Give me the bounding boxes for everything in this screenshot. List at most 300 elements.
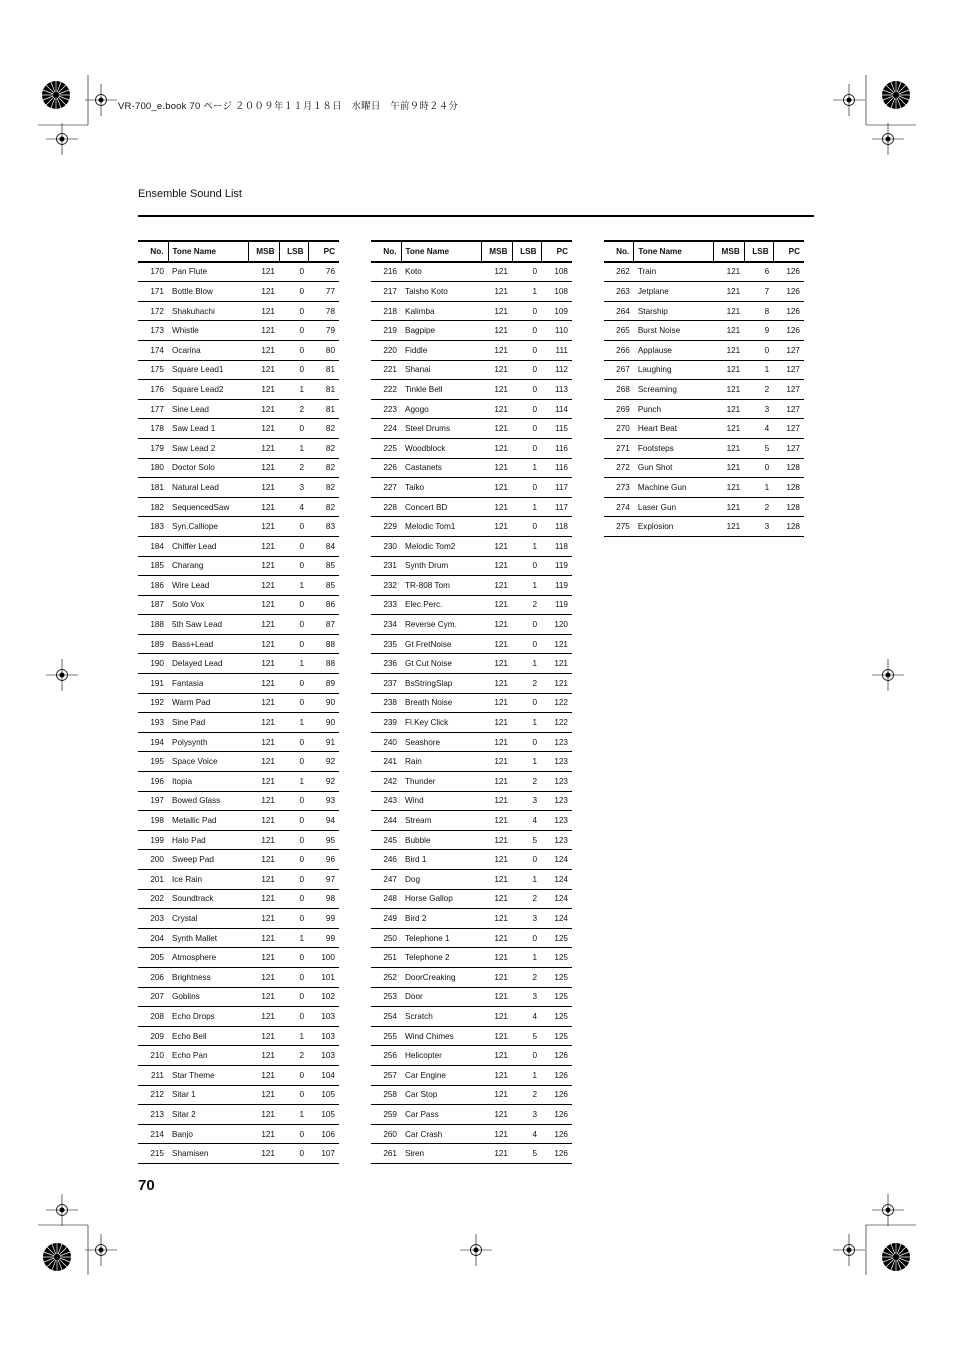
- cell-name: Brightness: [168, 967, 248, 987]
- cell-lsb: 4: [512, 811, 541, 831]
- cell-name: Scratch: [401, 1007, 481, 1027]
- cell-lsb: 2: [512, 1085, 541, 1105]
- table-row: [371, 850, 572, 870]
- cell-pc: 90: [308, 713, 339, 733]
- cell-lsb: 0: [279, 595, 308, 615]
- cell-msb: 121: [481, 693, 512, 713]
- cell-msb: 121: [248, 811, 279, 831]
- cell-msb: 121: [248, 674, 279, 694]
- cell-msb: 121: [713, 438, 744, 458]
- cell-pc: 125: [541, 928, 572, 948]
- cell-pc: 103: [308, 1026, 339, 1046]
- cell-msb: 121: [481, 909, 512, 929]
- cell-lsb: 1: [512, 576, 541, 596]
- cell-no: 208: [138, 1007, 168, 1027]
- table-row: [138, 595, 339, 615]
- cell-no: 204: [138, 928, 168, 948]
- cell-msb: 121: [713, 419, 744, 439]
- cell-msb: 121: [481, 576, 512, 596]
- cell-msb: 121: [481, 399, 512, 419]
- cell-msb: 121: [248, 772, 279, 792]
- table-row: [371, 1026, 572, 1046]
- cell-no: 255: [371, 1026, 401, 1046]
- cell-lsb: 4: [512, 1124, 541, 1144]
- cell-pc: 102: [308, 987, 339, 1007]
- table-row: [371, 1124, 572, 1144]
- cell-lsb: 0: [512, 478, 541, 498]
- tone-table-1: [138, 240, 339, 1164]
- table-row: [138, 987, 339, 1007]
- cell-name: Dog: [401, 870, 481, 890]
- cell-lsb: 9: [744, 321, 773, 341]
- cell-msb: 121: [248, 889, 279, 909]
- cell-name: Wire Lead: [168, 576, 248, 596]
- cell-name: SequencedSaw: [168, 497, 248, 517]
- cell-msb: 121: [481, 301, 512, 321]
- cell-name: Door: [401, 987, 481, 1007]
- cell-msb: 121: [713, 458, 744, 478]
- cell-msb: 121: [481, 870, 512, 890]
- cell-pc: 119: [541, 595, 572, 615]
- cell-lsb: 0: [279, 340, 308, 360]
- cell-no: 193: [138, 713, 168, 733]
- cell-msb: 121: [248, 321, 279, 341]
- table-row: [371, 674, 572, 694]
- cell-lsb: 2: [512, 772, 541, 792]
- cell-no: 272: [604, 458, 634, 478]
- cell-name: Space Voice: [168, 752, 248, 772]
- cell-lsb: 1: [512, 1065, 541, 1085]
- cell-msb: 121: [713, 399, 744, 419]
- table-row: [371, 928, 572, 948]
- cell-no: 198: [138, 811, 168, 831]
- cell-no: 176: [138, 380, 168, 400]
- cell-pc: 81: [308, 380, 339, 400]
- cell-name: Breath Noise: [401, 693, 481, 713]
- cell-pc: 119: [541, 556, 572, 576]
- cell-name: Echo Drops: [168, 1007, 248, 1027]
- cell-msb: 121: [481, 380, 512, 400]
- cell-name: Fl.Key Click: [401, 713, 481, 733]
- table-row: [138, 1085, 339, 1105]
- cell-msb: 121: [248, 1026, 279, 1046]
- cell-msb: 121: [248, 1124, 279, 1144]
- cell-name: Ice Rain: [168, 870, 248, 890]
- cell-no: 199: [138, 830, 168, 850]
- table-row: [371, 634, 572, 654]
- cell-msb: 121: [481, 772, 512, 792]
- cell-msb: 121: [481, 1124, 512, 1144]
- cell-lsb: 0: [512, 1046, 541, 1066]
- cell-no: 246: [371, 850, 401, 870]
- cell-no: 206: [138, 967, 168, 987]
- cell-msb: 121: [481, 458, 512, 478]
- cell-pc: 86: [308, 595, 339, 615]
- cell-no: 262: [604, 262, 634, 282]
- cell-pc: 100: [308, 948, 339, 968]
- cell-pc: 116: [541, 458, 572, 478]
- cell-no: 196: [138, 772, 168, 792]
- cell-name: Banjo: [168, 1124, 248, 1144]
- cell-msb: 121: [481, 713, 512, 733]
- cell-pc: 122: [541, 693, 572, 713]
- cell-name: Sine Pad: [168, 713, 248, 733]
- cell-pc: 98: [308, 889, 339, 909]
- cell-no: 184: [138, 536, 168, 556]
- cell-no: 231: [371, 556, 401, 576]
- cell-msb: 121: [248, 948, 279, 968]
- table-row: [604, 517, 804, 537]
- column-header-pc: PC: [773, 241, 804, 262]
- cell-no: 225: [371, 438, 401, 458]
- cell-name: Kalimba: [401, 301, 481, 321]
- tone-table-3: [604, 240, 804, 537]
- cell-msb: 121: [248, 909, 279, 929]
- table-row: [138, 967, 339, 987]
- cell-no: 221: [371, 360, 401, 380]
- cell-no: 215: [138, 1144, 168, 1164]
- cell-msb: 121: [481, 1065, 512, 1085]
- table-row: [138, 399, 339, 419]
- cell-name: Steel Drums: [401, 419, 481, 439]
- cell-lsb: 0: [512, 262, 541, 282]
- cell-name: Square Lead2: [168, 380, 248, 400]
- table-row: [371, 791, 572, 811]
- cell-name: Telephone 2: [401, 948, 481, 968]
- table-row: [138, 811, 339, 831]
- cell-pc: 85: [308, 576, 339, 596]
- cell-lsb: 0: [279, 1065, 308, 1085]
- column-header-msb: MSB: [248, 241, 279, 262]
- cell-no: 239: [371, 713, 401, 733]
- cell-name: Agogo: [401, 399, 481, 419]
- table-row: [138, 1124, 339, 1144]
- cell-msb: 121: [248, 615, 279, 635]
- page-number: 70: [138, 1177, 155, 1194]
- cell-pc: 123: [541, 732, 572, 752]
- cell-pc: 127: [773, 340, 804, 360]
- registration-target-icon: [85, 84, 117, 116]
- cell-no: 219: [371, 321, 401, 341]
- cell-no: 183: [138, 517, 168, 537]
- cell-name: Taisho Koto: [401, 282, 481, 302]
- cell-name: Burst Noise: [634, 321, 714, 341]
- cell-lsb: 0: [279, 634, 308, 654]
- cell-no: 207: [138, 987, 168, 1007]
- cell-pc: 114: [541, 399, 572, 419]
- cell-no: 180: [138, 458, 168, 478]
- cell-name: DoorCreaking: [401, 967, 481, 987]
- cell-msb: 121: [481, 811, 512, 831]
- cell-no: 222: [371, 380, 401, 400]
- cell-pc: 125: [541, 1026, 572, 1046]
- cell-lsb: 3: [744, 517, 773, 537]
- column-header-no: No.: [604, 241, 634, 262]
- cell-no: 234: [371, 615, 401, 635]
- cell-pc: 125: [541, 948, 572, 968]
- cell-lsb: 0: [512, 732, 541, 752]
- cell-lsb: 5: [512, 1144, 541, 1164]
- cell-no: 170: [138, 262, 168, 282]
- cell-lsb: 1: [512, 458, 541, 478]
- cell-pc: 108: [541, 282, 572, 302]
- cell-pc: 126: [773, 321, 804, 341]
- cell-name: Car Crash: [401, 1124, 481, 1144]
- cell-msb: 121: [713, 262, 744, 282]
- cell-pc: 82: [308, 419, 339, 439]
- cell-pc: 94: [308, 811, 339, 831]
- cell-msb: 121: [481, 850, 512, 870]
- cell-pc: 127: [773, 438, 804, 458]
- cell-no: 197: [138, 791, 168, 811]
- table-row: [604, 360, 804, 380]
- cell-no: 273: [604, 478, 634, 498]
- cell-name: Fiddle: [401, 340, 481, 360]
- cell-no: 258: [371, 1085, 401, 1105]
- cell-name: Bottle Blow: [168, 282, 248, 302]
- cell-pc: 118: [541, 517, 572, 537]
- column-header-lsb: LSB: [512, 241, 541, 262]
- cell-no: 210: [138, 1046, 168, 1066]
- cell-name: Heart Beat: [634, 419, 714, 439]
- table-row: [138, 615, 339, 635]
- cell-name: Helicopter: [401, 1046, 481, 1066]
- table-row: [138, 654, 339, 674]
- table-row: [371, 478, 572, 498]
- cell-msb: 121: [248, 517, 279, 537]
- table-row: [371, 438, 572, 458]
- cell-pc: 124: [541, 870, 572, 890]
- table-row: [138, 889, 339, 909]
- cell-lsb: 3: [512, 987, 541, 1007]
- cell-pc: 127: [773, 399, 804, 419]
- cell-pc: 121: [541, 654, 572, 674]
- cell-name: Synth Mallet: [168, 928, 248, 948]
- cell-name: Shakuhachi: [168, 301, 248, 321]
- cell-msb: 121: [713, 360, 744, 380]
- cell-no: 267: [604, 360, 634, 380]
- cell-name: Pan Flute: [168, 262, 248, 282]
- cell-msb: 121: [481, 634, 512, 654]
- cell-pc: 123: [541, 811, 572, 831]
- cell-msb: 121: [481, 830, 512, 850]
- cell-no: 260: [371, 1124, 401, 1144]
- table-row: [138, 791, 339, 811]
- cell-lsb: 0: [279, 693, 308, 713]
- cell-pc: 109: [541, 301, 572, 321]
- table-row: [371, 458, 572, 478]
- cell-lsb: 7: [744, 282, 773, 302]
- cell-no: 237: [371, 674, 401, 694]
- cell-pc: 76: [308, 262, 339, 282]
- cell-lsb: 0: [512, 634, 541, 654]
- cell-no: 229: [371, 517, 401, 537]
- cell-pc: 81: [308, 360, 339, 380]
- table-row: [604, 438, 804, 458]
- cell-no: 181: [138, 478, 168, 498]
- table-row: [604, 321, 804, 341]
- cell-name: Reverse Cym.: [401, 615, 481, 635]
- cell-lsb: 0: [279, 262, 308, 282]
- cell-no: 224: [371, 419, 401, 439]
- cell-name: Car Pass: [401, 1105, 481, 1125]
- table-row: [604, 301, 804, 321]
- cell-no: 209: [138, 1026, 168, 1046]
- cell-pc: 121: [541, 674, 572, 694]
- cell-name: Seashore: [401, 732, 481, 752]
- cell-lsb: 1: [512, 752, 541, 772]
- cell-msb: 121: [248, 654, 279, 674]
- cell-msb: 121: [481, 340, 512, 360]
- cell-lsb: 1: [279, 1026, 308, 1046]
- table-row: [371, 693, 572, 713]
- cell-name: Tinkle Bell: [401, 380, 481, 400]
- table-row: [371, 517, 572, 537]
- cell-lsb: 1: [512, 497, 541, 517]
- cell-pc: 92: [308, 752, 339, 772]
- cell-msb: 121: [248, 1007, 279, 1027]
- cell-no: 271: [604, 438, 634, 458]
- cell-no: 202: [138, 889, 168, 909]
- column-header-no: No.: [371, 241, 401, 262]
- cell-lsb: 0: [279, 732, 308, 752]
- cell-msb: 121: [481, 478, 512, 498]
- table-row: [138, 321, 339, 341]
- cell-no: 177: [138, 399, 168, 419]
- cell-msb: 121: [481, 967, 512, 987]
- cell-name: Bass+Lead: [168, 634, 248, 654]
- cell-name: Itopia: [168, 772, 248, 792]
- table-row: [371, 301, 572, 321]
- table-row: [138, 262, 339, 282]
- cell-name: Delayed Lead: [168, 654, 248, 674]
- cell-msb: 121: [248, 419, 279, 439]
- cell-pc: 113: [541, 380, 572, 400]
- cell-name: Shanai: [401, 360, 481, 380]
- cell-no: 186: [138, 576, 168, 596]
- table-row: [371, 399, 572, 419]
- cell-msb: 121: [713, 282, 744, 302]
- cell-lsb: 2: [512, 967, 541, 987]
- cell-name: Charang: [168, 556, 248, 576]
- table-row: [371, 282, 572, 302]
- cell-name: Saw Lead 1: [168, 419, 248, 439]
- cell-name: Stream: [401, 811, 481, 831]
- table-row: [371, 967, 572, 987]
- cell-msb: 121: [248, 987, 279, 1007]
- registration-target-icon: [46, 123, 78, 155]
- table-row: [371, 1007, 572, 1027]
- table-row: [604, 399, 804, 419]
- cell-pc: 125: [541, 987, 572, 1007]
- cell-name: Punch: [634, 399, 714, 419]
- cell-pc: 127: [773, 380, 804, 400]
- cell-name: Saw Lead 2: [168, 438, 248, 458]
- cell-lsb: 3: [512, 791, 541, 811]
- cell-name: Synth Drum: [401, 556, 481, 576]
- cell-no: 187: [138, 595, 168, 615]
- cell-name: Starship: [634, 301, 714, 321]
- table-row: [138, 713, 339, 733]
- cell-lsb: 0: [512, 693, 541, 713]
- cell-lsb: 0: [512, 301, 541, 321]
- cell-lsb: 1: [744, 360, 773, 380]
- table-row: [138, 478, 339, 498]
- cell-lsb: 3: [512, 909, 541, 929]
- column-header-name: Tone Name: [401, 241, 481, 262]
- column-header-msb: MSB: [713, 241, 744, 262]
- cell-pc: 104: [308, 1065, 339, 1085]
- table-row: [371, 556, 572, 576]
- cell-no: 259: [371, 1105, 401, 1125]
- cell-msb: 121: [248, 380, 279, 400]
- cell-msb: 121: [248, 1065, 279, 1085]
- column-header-lsb: LSB: [744, 241, 773, 262]
- cell-no: 245: [371, 830, 401, 850]
- cell-name: Telephone 1: [401, 928, 481, 948]
- cell-pc: 103: [308, 1046, 339, 1066]
- cell-no: 175: [138, 360, 168, 380]
- cell-msb: 121: [481, 438, 512, 458]
- cell-pc: 123: [541, 830, 572, 850]
- cell-msb: 121: [481, 1046, 512, 1066]
- cell-lsb: 0: [279, 830, 308, 850]
- cell-name: Halo Pad: [168, 830, 248, 850]
- cell-lsb: 0: [279, 987, 308, 1007]
- table-row: [371, 889, 572, 909]
- cell-lsb: 0: [512, 399, 541, 419]
- cell-lsb: 0: [512, 556, 541, 576]
- cell-pc: 78: [308, 301, 339, 321]
- table-row: [138, 1065, 339, 1085]
- column-header-no: No.: [138, 241, 168, 262]
- table-row: [138, 634, 339, 654]
- cell-name: Thunder: [401, 772, 481, 792]
- cell-msb: 121: [713, 340, 744, 360]
- cell-pc: 90: [308, 693, 339, 713]
- cell-lsb: 1: [279, 380, 308, 400]
- cell-pc: 123: [541, 752, 572, 772]
- cell-msb: 121: [481, 987, 512, 1007]
- cell-lsb: 0: [279, 321, 308, 341]
- cell-name: Crystal: [168, 909, 248, 929]
- cell-name: Echo Bell: [168, 1026, 248, 1046]
- cell-lsb: 0: [279, 1124, 308, 1144]
- cell-no: 214: [138, 1124, 168, 1144]
- cell-pc: 123: [541, 772, 572, 792]
- table-row: [138, 282, 339, 302]
- table-row: [138, 772, 339, 792]
- cell-lsb: 4: [512, 1007, 541, 1027]
- cell-lsb: 0: [512, 419, 541, 439]
- cell-lsb: 0: [512, 380, 541, 400]
- table-row: [604, 458, 804, 478]
- cell-name: Woodblock: [401, 438, 481, 458]
- cell-pc: 93: [308, 791, 339, 811]
- cell-no: 216: [371, 262, 401, 282]
- cell-msb: 121: [713, 478, 744, 498]
- cell-lsb: 0: [279, 615, 308, 635]
- table-row: [138, 576, 339, 596]
- cell-msb: 121: [481, 948, 512, 968]
- cell-name: Siren: [401, 1144, 481, 1164]
- cell-msb: 121: [248, 713, 279, 733]
- cell-pc: 88: [308, 634, 339, 654]
- table-row: [371, 713, 572, 733]
- cell-pc: 103: [308, 1007, 339, 1027]
- cell-name: Bowed Glass: [168, 791, 248, 811]
- cell-msb: 121: [248, 556, 279, 576]
